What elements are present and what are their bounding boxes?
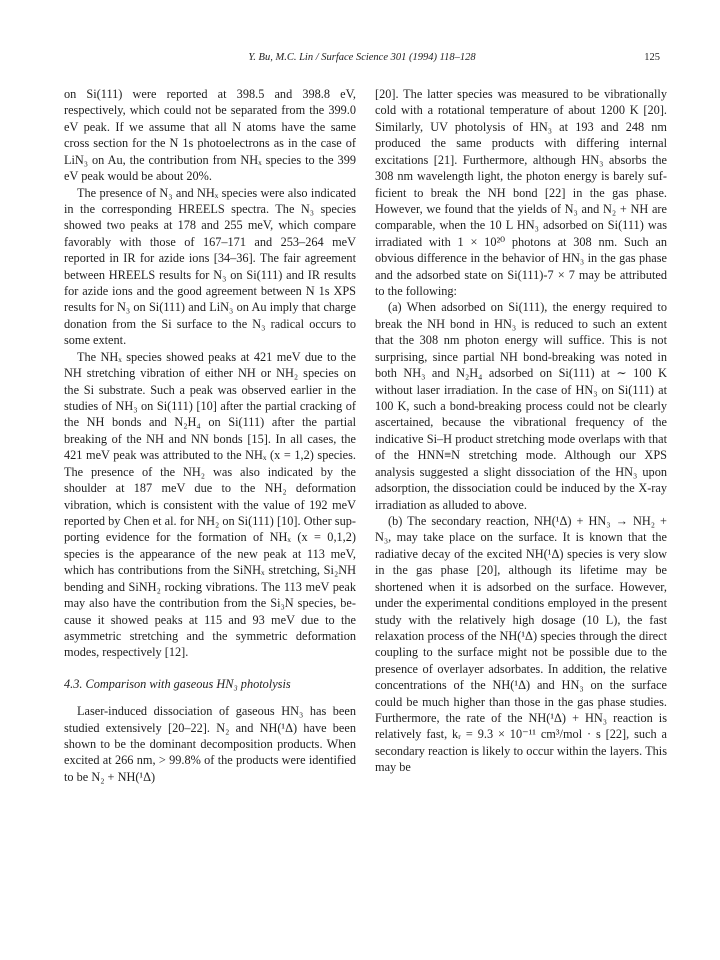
left-column bbox=[64, 86, 356, 785]
running-title: Y. Bu, M.C. Lin / Surface Science 301 (1994) 118–128 bbox=[248, 52, 476, 63]
running-header bbox=[64, 52, 660, 68]
right-column bbox=[375, 86, 667, 776]
paragraph: [20]. The latter species was measured to be vibrationally cold with a rotational temperature of about 1200 K [20]. Similarly, UV photolysis of HN₃ at 193 and 248 nm produced the same products with differing internal excitations [21]. Furthermore, although HN₃ absorbs the 308 nm wavelength light, the photon energy is barely sufficient to break the NH bond [22] in the gas phase. However, we found that the yields of N₃ and N₂ + NH are comparable, when the 10 L HN₃ adsorbed on Si(111) was irradiated with 1 × 10²⁰ photons at 308 nm. Such an obvious difference in the behavior of HN₃ in the gas phase and the adsorbed state on Si(111)-7 × 7 may be attributed to the following: bbox=[375, 87, 667, 299]
section-heading: 4.3. Comparison with gaseous HN₃ photolysis bbox=[64, 676, 291, 691]
paragraph: (a) When adsorbed on Si(111), the energy required to break the NH bond in HN₃ is reduced to such an extent that the 308 nm photon energy will suffice. This is not surprising, since partial NH bond-breaking was noted in both NH₃ and N₂H₄ adsorbed on Si(111) at ∼ 100 K without laser irradiation. In the case of HN₃ on Si(111) at 100 K, such a bond-breaking process could not be clearly ascertained, because the vibrational frequency of the indicative Si–H product stretching mode overlaps with that of the HNN≡N stretching mode. Although our XPS analysis suggested a slight dissociation of the HN₃ upon adsorption, the dissociation could be induced by the X-ray irradiation as alluded to above. bbox=[375, 300, 667, 512]
paragraph: Laser-induced dissociation of gaseous HN₃ has been studied extensively [20–22]. N₂ and NH(¹Δ) have been shown to be the dominant decomposition products. When excited at 266 nm, > 99.8% of the products were identified to be N₂ + NH(¹Δ) bbox=[64, 704, 356, 784]
paragraph: (b) The secondary reaction, NH(¹Δ) + HN₃ → NH₂ + N₃, may take place on the surface. It is known that the radiative decay of the excited NH(¹Δ) species is very slow in the gas phase [20], although its lifetime may be shortened when it is adsorbed on the surface. However, under the experimental conditions employed in the present study with the relatively high dosage (10 L), the fast relaxation process of the NH(¹Δ) species through the direct coupling to the surface might not be possible due to the presence of overlayer adsorbates. In addition, the relative concentrations of the NH(¹Δ) and HN₃ on the surface could be much higher than those in the gas phase studies. Furthermore, the rate of the NH(¹Δ) + HN₃ reaction is relatively fast, kᵣ = 9.3 × 10⁻¹¹ cm³/mol · s [22], such a secondary reaction is likely to occur within the layers. This may be bbox=[375, 513, 667, 775]
page-number: 125 bbox=[644, 52, 660, 63]
paragraph: The NHₓ species showed peaks at 421 meV due to the NH stretching vibration of either NH or NH₂ species on the Si substrate. Such a peak was observed earlier in the studies of NH₃ on Si(111) [10] after the partial cracking of the NH bonds and N₂H₄ on Si(111) after the partial breaking of the NH and NN bonds [15]. In all cases, the 421 meV peak was attributed to the NHₓ (x = 1,2) species. The presence of the NH₂ was also indicated by the shoulder at 187 meV due to the NH₂ deformation vibration, which is consistent with the value of 192 meV reported by Chen et al. for NH₂ on Si(111) [10]. Other supporting evidence for the formation of NHₓ (x = 0,1,2) species is the appearance of the new peak at 113 meV, which has contributions from the SiNHₓ stretching, Si₂NH bending and SiNH₂ rocking vibrations. The 113 meV peak may also have the contribution from the Si₃N species, because it showed peaks at 115 and 93 meV due to the asymmetric stretching and the symmetric deformation modes, respectively [12]. bbox=[64, 349, 356, 660]
paragraph: on Si(111) were reported at 398.5 and 398.8 eV, respectively, which could not be separated from the 399.0 eV peak. If we assume that all N atoms have the same cross section for the N 1s photoelectrons as in the case of LiN₃ on Au, the contribution from NHₓ species to the 399 eV peak would be about 20%. bbox=[64, 87, 356, 184]
paragraph: The presence of N₃ and NHₓ species were also indicated in the corresponding HREELS spectra. The N₃ species showed two peaks at 178 and 255 meV, which compare favorably with those of 167–171 and 253–264 meV reported in IR for azide ions [34–36]. The fair agreement between HREELS results for N₃ on Si(111) and IR results for azide ions and the good agreement between N 1s XPS results for N₃ on Si(111) and LiN₃ on Au imply that charge donation from the Si surface to the N₃ radical occurs to some extent. bbox=[64, 185, 356, 348]
